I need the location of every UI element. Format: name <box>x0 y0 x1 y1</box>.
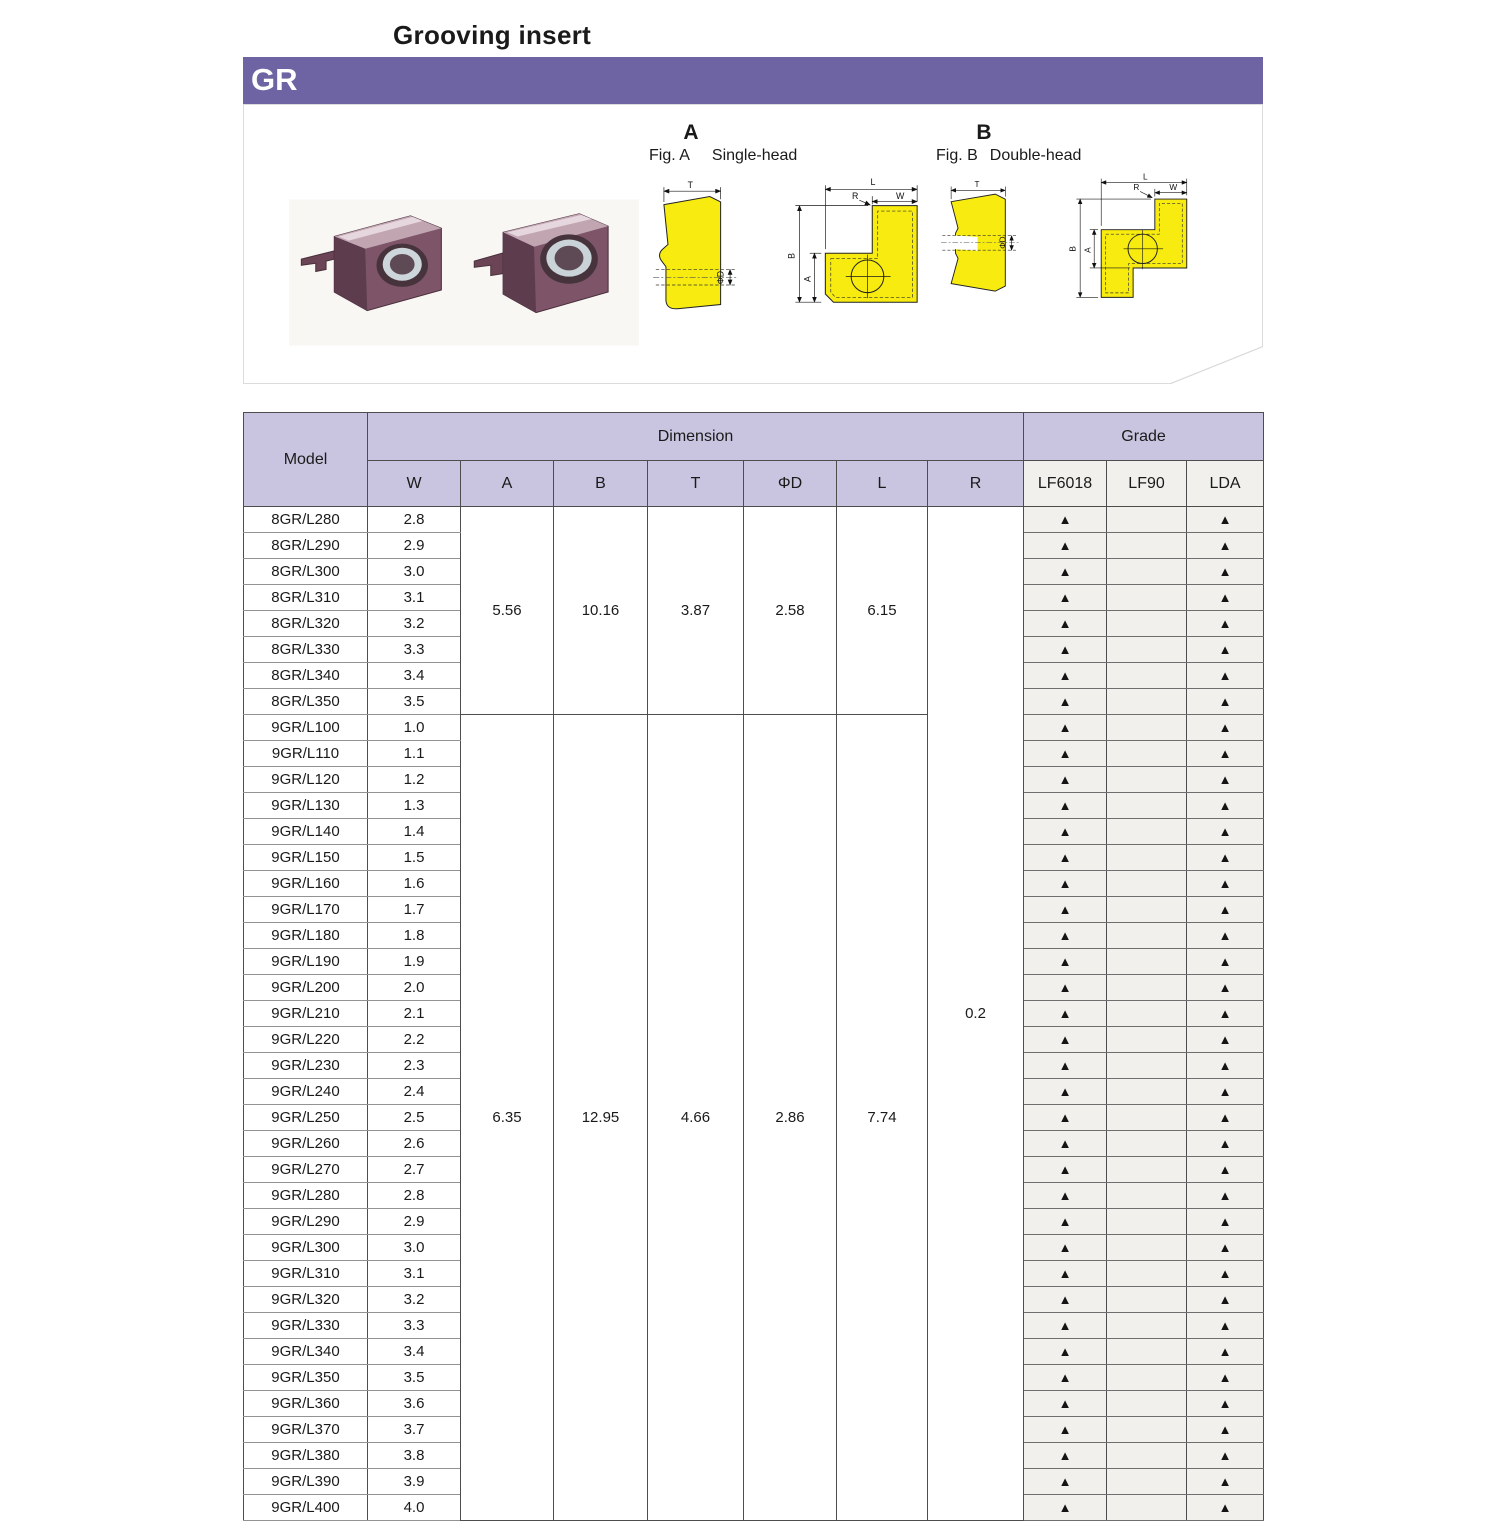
model-cell: 9GR/L400 <box>244 1495 368 1521</box>
figure-a-letter: A <box>683 121 699 144</box>
lda-mark-cell: ▲ <box>1187 1313 1264 1339</box>
lf6018-mark-cell: ▲ <box>1024 975 1107 1001</box>
w-value-cell: 3.0 <box>368 1235 461 1261</box>
lf90-mark-cell <box>1107 1209 1187 1235</box>
lf6018-mark-cell: ▲ <box>1024 793 1107 819</box>
w-value-cell: 3.7 <box>368 1417 461 1443</box>
lda-mark-cell: ▲ <box>1187 663 1264 689</box>
dim-l-merged-cell: 7.74 <box>837 715 928 1521</box>
lf90-mark-cell <box>1107 507 1187 533</box>
model-cell: 9GR/L350 <box>244 1365 368 1391</box>
lf6018-mark-cell: ▲ <box>1024 819 1107 845</box>
lf6018-mark-cell: ▲ <box>1024 559 1107 585</box>
figure-a-side-view <box>653 179 741 314</box>
catalog-page <box>243 0 1263 1521</box>
dim-b-merged-cell: 10.16 <box>554 507 648 715</box>
w-value-cell: 1.0 <box>368 715 461 741</box>
w-value-cell: 2.9 <box>368 1209 461 1235</box>
model-cell: 9GR/L190 <box>244 949 368 975</box>
dim-label-W: W <box>895 190 905 201</box>
w-value-cell: 3.9 <box>368 1469 461 1495</box>
w-value-cell: 2.8 <box>368 1183 461 1209</box>
dim-label-R: R <box>1133 182 1140 193</box>
model-cell: 9GR/L270 <box>244 1157 368 1183</box>
lf90-mark-cell <box>1107 819 1187 845</box>
col-header-lda: LDA <box>1187 461 1264 507</box>
lf6018-mark-cell: ▲ <box>1024 1469 1107 1495</box>
w-value-cell: 1.9 <box>368 949 461 975</box>
col-header-grade: Grade <box>1024 413 1264 461</box>
model-cell: 9GR/L120 <box>244 767 368 793</box>
lda-mark-cell: ▲ <box>1187 819 1264 845</box>
lf6018-mark-cell: ▲ <box>1024 689 1107 715</box>
w-value-cell: 2.2 <box>368 1027 461 1053</box>
lf90-mark-cell <box>1107 715 1187 741</box>
lf90-mark-cell <box>1107 533 1187 559</box>
dim-label-B: B <box>786 253 797 259</box>
lda-mark-cell: ▲ <box>1187 637 1264 663</box>
lda-mark-cell: ▲ <box>1187 1183 1264 1209</box>
lf90-mark-cell <box>1107 637 1187 663</box>
lf6018-mark-cell: ▲ <box>1024 1313 1107 1339</box>
lf90-mark-cell <box>1107 1365 1187 1391</box>
lf90-mark-cell <box>1107 1417 1187 1443</box>
lf90-mark-cell <box>1107 1001 1187 1027</box>
lf90-mark-cell <box>1107 975 1187 1001</box>
table-row <box>244 715 1264 741</box>
model-cell: 9GR/L330 <box>244 1313 368 1339</box>
lda-mark-cell: ▲ <box>1187 585 1264 611</box>
model-cell: 9GR/L140 <box>244 819 368 845</box>
lda-mark-cell: ▲ <box>1187 1391 1264 1417</box>
lf90-mark-cell <box>1107 1183 1187 1209</box>
lda-mark-cell: ▲ <box>1187 1443 1264 1469</box>
lda-mark-cell: ▲ <box>1187 689 1264 715</box>
lda-mark-cell: ▲ <box>1187 1235 1264 1261</box>
figure-b-letter: B <box>976 121 992 144</box>
dim-d-merged-cell: 2.86 <box>744 715 837 1521</box>
model-cell: 8GR/L300 <box>244 559 368 585</box>
lda-mark-cell: ▲ <box>1187 1027 1264 1053</box>
lf90-mark-cell <box>1107 1235 1187 1261</box>
dim-label-R: R <box>852 190 859 201</box>
lf90-mark-cell <box>1107 767 1187 793</box>
lf6018-mark-cell: ▲ <box>1024 1339 1107 1365</box>
w-value-cell: 3.5 <box>368 689 461 715</box>
table-row <box>244 507 1264 533</box>
lf90-mark-cell <box>1107 1053 1187 1079</box>
lf6018-mark-cell: ▲ <box>1024 949 1107 975</box>
model-cell: 9GR/L220 <box>244 1027 368 1053</box>
lda-mark-cell: ▲ <box>1187 897 1264 923</box>
lf90-mark-cell <box>1107 1079 1187 1105</box>
col-header-dimension: Dimension <box>368 413 1024 461</box>
lf90-mark-cell <box>1107 793 1187 819</box>
lda-mark-cell: ▲ <box>1187 1365 1264 1391</box>
w-value-cell: 2.3 <box>368 1053 461 1079</box>
lf6018-mark-cell: ▲ <box>1024 1157 1107 1183</box>
model-cell: 9GR/L380 <box>244 1443 368 1469</box>
lda-mark-cell: ▲ <box>1187 975 1264 1001</box>
dim-label-T: T <box>974 180 980 190</box>
dim-l-merged-cell: 6.15 <box>837 507 928 715</box>
lda-mark-cell: ▲ <box>1187 1079 1264 1105</box>
lf90-mark-cell <box>1107 559 1187 585</box>
lf90-mark-cell <box>1107 741 1187 767</box>
dim-t-merged-cell: 4.66 <box>648 715 744 1521</box>
lf90-mark-cell <box>1107 689 1187 715</box>
lf90-mark-cell <box>1107 1287 1187 1313</box>
product-photo <box>289 193 639 353</box>
w-value-cell: 2.6 <box>368 1131 461 1157</box>
model-cell: 9GR/L280 <box>244 1183 368 1209</box>
figure-b-side-view <box>941 179 1023 305</box>
w-value-cell: 3.8 <box>368 1443 461 1469</box>
lf90-mark-cell <box>1107 1495 1187 1521</box>
lda-mark-cell: ▲ <box>1187 1495 1264 1521</box>
dim-b-merged-cell: 12.95 <box>554 715 648 1521</box>
lf6018-mark-cell: ▲ <box>1024 507 1107 533</box>
lda-mark-cell: ▲ <box>1187 1001 1264 1027</box>
model-cell: 9GR/L390 <box>244 1469 368 1495</box>
dim-label-W: W <box>1169 182 1178 193</box>
w-value-cell: 1.6 <box>368 871 461 897</box>
figure-b-front-view <box>1061 171 1211 305</box>
lda-mark-cell: ▲ <box>1187 1209 1264 1235</box>
w-value-cell: 2.0 <box>368 975 461 1001</box>
lda-mark-cell: ▲ <box>1187 845 1264 871</box>
lf6018-mark-cell: ▲ <box>1024 767 1107 793</box>
model-cell: 9GR/L130 <box>244 793 368 819</box>
w-value-cell: 3.2 <box>368 1287 461 1313</box>
col-header-model: Model <box>244 413 368 507</box>
dim-label-L: L <box>870 177 876 188</box>
dim-label-A: A <box>802 276 813 283</box>
lf6018-mark-cell: ▲ <box>1024 897 1107 923</box>
model-cell: 8GR/L280 <box>244 507 368 533</box>
col-header-w: W <box>368 461 461 507</box>
lda-mark-cell: ▲ <box>1187 741 1264 767</box>
lf6018-mark-cell: ▲ <box>1024 1365 1107 1391</box>
lf90-mark-cell <box>1107 845 1187 871</box>
dim-d-merged-cell: 2.58 <box>744 507 837 715</box>
model-cell: 8GR/L310 <box>244 585 368 611</box>
dim-label-phiD: ΦD <box>998 236 1008 249</box>
model-cell: 9GR/L370 <box>244 1417 368 1443</box>
lda-mark-cell: ▲ <box>1187 1261 1264 1287</box>
w-value-cell: 4.0 <box>368 1495 461 1521</box>
table-header-row-columns <box>244 461 1264 507</box>
w-value-cell: 1.5 <box>368 845 461 871</box>
lf6018-mark-cell: ▲ <box>1024 1391 1107 1417</box>
w-value-cell: 2.8 <box>368 507 461 533</box>
lf6018-mark-cell: ▲ <box>1024 637 1107 663</box>
lf90-mark-cell <box>1107 1339 1187 1365</box>
figure-b <box>926 121 1226 371</box>
lf90-mark-cell <box>1107 1027 1187 1053</box>
dim-label-A: A <box>1082 247 1093 253</box>
model-cell: 9GR/L250 <box>244 1105 368 1131</box>
lda-mark-cell: ▲ <box>1187 1131 1264 1157</box>
lda-mark-cell: ▲ <box>1187 559 1264 585</box>
w-value-cell: 1.8 <box>368 923 461 949</box>
model-cell: 9GR/L230 <box>244 1053 368 1079</box>
spec-table-body <box>244 507 1264 1521</box>
col-header-lf6018: LF6018 <box>1024 461 1107 507</box>
lf90-mark-cell <box>1107 923 1187 949</box>
lf6018-mark-cell: ▲ <box>1024 1287 1107 1313</box>
w-value-cell: 1.4 <box>368 819 461 845</box>
model-cell: 9GR/L170 <box>244 897 368 923</box>
lf6018-mark-cell: ▲ <box>1024 1495 1107 1521</box>
lf6018-mark-cell: ▲ <box>1024 611 1107 637</box>
model-cell: 9GR/L180 <box>244 923 368 949</box>
panel-corner-chamfer <box>1171 346 1263 384</box>
dim-label-T: T <box>687 179 693 190</box>
lf6018-mark-cell: ▲ <box>1024 663 1107 689</box>
lda-mark-cell: ▲ <box>1187 871 1264 897</box>
w-value-cell: 1.2 <box>368 767 461 793</box>
model-cell: 9GR/L340 <box>244 1339 368 1365</box>
col-header-b: B <box>554 461 648 507</box>
col-header-a: A <box>461 461 554 507</box>
w-value-cell: 2.9 <box>368 533 461 559</box>
dim-label-B: B <box>1067 246 1078 252</box>
spec-table <box>243 412 1264 1521</box>
lf6018-mark-cell: ▲ <box>1024 923 1107 949</box>
lf90-mark-cell <box>1107 663 1187 689</box>
dim-label-phiD: ΦD <box>715 270 726 285</box>
lf90-mark-cell <box>1107 611 1187 637</box>
figure-a-front-view <box>779 173 939 309</box>
series-banner <box>243 57 1263 104</box>
dim-t-merged-cell: 3.87 <box>648 507 744 715</box>
w-value-cell: 2.5 <box>368 1105 461 1131</box>
w-value-cell: 3.4 <box>368 1339 461 1365</box>
lf6018-mark-cell: ▲ <box>1024 871 1107 897</box>
lf90-mark-cell <box>1107 871 1187 897</box>
lf90-mark-cell <box>1107 1157 1187 1183</box>
col-header-phid: ΦD <box>744 461 837 507</box>
lf6018-mark-cell: ▲ <box>1024 715 1107 741</box>
figure-b-caption: Fig. B Double-head <box>936 147 1082 164</box>
lda-mark-cell: ▲ <box>1187 767 1264 793</box>
col-header-lf90: LF90 <box>1107 461 1187 507</box>
w-value-cell: 1.1 <box>368 741 461 767</box>
model-cell: 8GR/L320 <box>244 611 368 637</box>
model-cell: 9GR/L260 <box>244 1131 368 1157</box>
dim-a-merged-cell: 5.56 <box>461 507 554 715</box>
w-value-cell: 3.1 <box>368 1261 461 1287</box>
table-header-row-groups <box>244 413 1264 461</box>
lf90-mark-cell <box>1107 1105 1187 1131</box>
w-value-cell: 3.3 <box>368 1313 461 1339</box>
model-cell: 8GR/L290 <box>244 533 368 559</box>
model-cell: 9GR/L210 <box>244 1001 368 1027</box>
w-value-cell: 3.3 <box>368 637 461 663</box>
lda-mark-cell: ▲ <box>1187 1105 1264 1131</box>
lda-mark-cell: ▲ <box>1187 533 1264 559</box>
col-header-r: R <box>928 461 1024 507</box>
lf6018-mark-cell: ▲ <box>1024 1183 1107 1209</box>
series-code: GR <box>251 62 298 97</box>
model-cell: 9GR/L200 <box>244 975 368 1001</box>
lda-mark-cell: ▲ <box>1187 611 1264 637</box>
lf6018-mark-cell: ▲ <box>1024 1261 1107 1287</box>
lf6018-mark-cell: ▲ <box>1024 1079 1107 1105</box>
w-value-cell: 3.5 <box>368 1365 461 1391</box>
lda-mark-cell: ▲ <box>1187 715 1264 741</box>
model-cell: 9GR/L300 <box>244 1235 368 1261</box>
lda-mark-cell: ▲ <box>1187 1157 1264 1183</box>
w-value-cell: 3.4 <box>368 663 461 689</box>
lf6018-mark-cell: ▲ <box>1024 1001 1107 1027</box>
model-cell: 9GR/L310 <box>244 1261 368 1287</box>
model-cell: 9GR/L150 <box>244 845 368 871</box>
lf6018-mark-cell: ▲ <box>1024 741 1107 767</box>
lf6018-mark-cell: ▲ <box>1024 533 1107 559</box>
model-cell: 9GR/L240 <box>244 1079 368 1105</box>
lf90-mark-cell <box>1107 949 1187 975</box>
lf6018-mark-cell: ▲ <box>1024 1131 1107 1157</box>
page-title: Grooving insert <box>393 20 592 50</box>
lf6018-mark-cell: ▲ <box>1024 1053 1107 1079</box>
model-cell: 9GR/L110 <box>244 741 368 767</box>
lda-mark-cell: ▲ <box>1187 923 1264 949</box>
lf90-mark-cell <box>1107 1313 1187 1339</box>
lda-mark-cell: ▲ <box>1187 507 1264 533</box>
lf6018-mark-cell: ▲ <box>1024 1235 1107 1261</box>
lda-mark-cell: ▲ <box>1187 949 1264 975</box>
lda-mark-cell: ▲ <box>1187 793 1264 819</box>
model-cell: 8GR/L330 <box>244 637 368 663</box>
lf90-mark-cell <box>1107 1261 1187 1287</box>
lf6018-mark-cell: ▲ <box>1024 845 1107 871</box>
lf6018-mark-cell: ▲ <box>1024 1027 1107 1053</box>
col-header-l: L <box>837 461 928 507</box>
w-value-cell: 3.2 <box>368 611 461 637</box>
model-cell: 9GR/L100 <box>244 715 368 741</box>
w-value-cell: 3.6 <box>368 1391 461 1417</box>
dim-label-L: L <box>1142 171 1148 182</box>
w-value-cell: 2.1 <box>368 1001 461 1027</box>
w-value-cell: 2.4 <box>368 1079 461 1105</box>
w-value-cell: 1.3 <box>368 793 461 819</box>
dim-a-merged-cell: 6.35 <box>461 715 554 1521</box>
lda-mark-cell: ▲ <box>1187 1287 1264 1313</box>
lf90-mark-cell <box>1107 897 1187 923</box>
model-cell: 8GR/L340 <box>244 663 368 689</box>
model-cell: 9GR/L290 <box>244 1209 368 1235</box>
model-cell: 9GR/L320 <box>244 1287 368 1313</box>
col-header-t: T <box>648 461 744 507</box>
lf6018-mark-cell: ▲ <box>1024 1105 1107 1131</box>
lf90-mark-cell <box>1107 585 1187 611</box>
figure-a <box>641 121 941 371</box>
w-value-cell: 3.0 <box>368 559 461 585</box>
model-cell: 9GR/L160 <box>244 871 368 897</box>
lda-mark-cell: ▲ <box>1187 1339 1264 1365</box>
lf6018-mark-cell: ▲ <box>1024 1443 1107 1469</box>
w-value-cell: 1.7 <box>368 897 461 923</box>
dim-r-merged-cell: 0.2 <box>928 507 1024 1521</box>
w-value-cell: 3.1 <box>368 585 461 611</box>
w-value-cell: 2.7 <box>368 1157 461 1183</box>
lf90-mark-cell <box>1107 1391 1187 1417</box>
lda-mark-cell: ▲ <box>1187 1053 1264 1079</box>
lf90-mark-cell <box>1107 1131 1187 1157</box>
lf6018-mark-cell: ▲ <box>1024 1209 1107 1235</box>
model-cell: 8GR/L350 <box>244 689 368 715</box>
lf90-mark-cell <box>1107 1443 1187 1469</box>
lda-mark-cell: ▲ <box>1187 1417 1264 1443</box>
lda-mark-cell: ▲ <box>1187 1469 1264 1495</box>
illustration-panel <box>243 104 1263 384</box>
lf6018-mark-cell: ▲ <box>1024 1417 1107 1443</box>
lf90-mark-cell <box>1107 1469 1187 1495</box>
lf6018-mark-cell: ▲ <box>1024 585 1107 611</box>
figure-a-caption: Fig. A Single-head <box>649 147 798 164</box>
model-cell: 9GR/L360 <box>244 1391 368 1417</box>
